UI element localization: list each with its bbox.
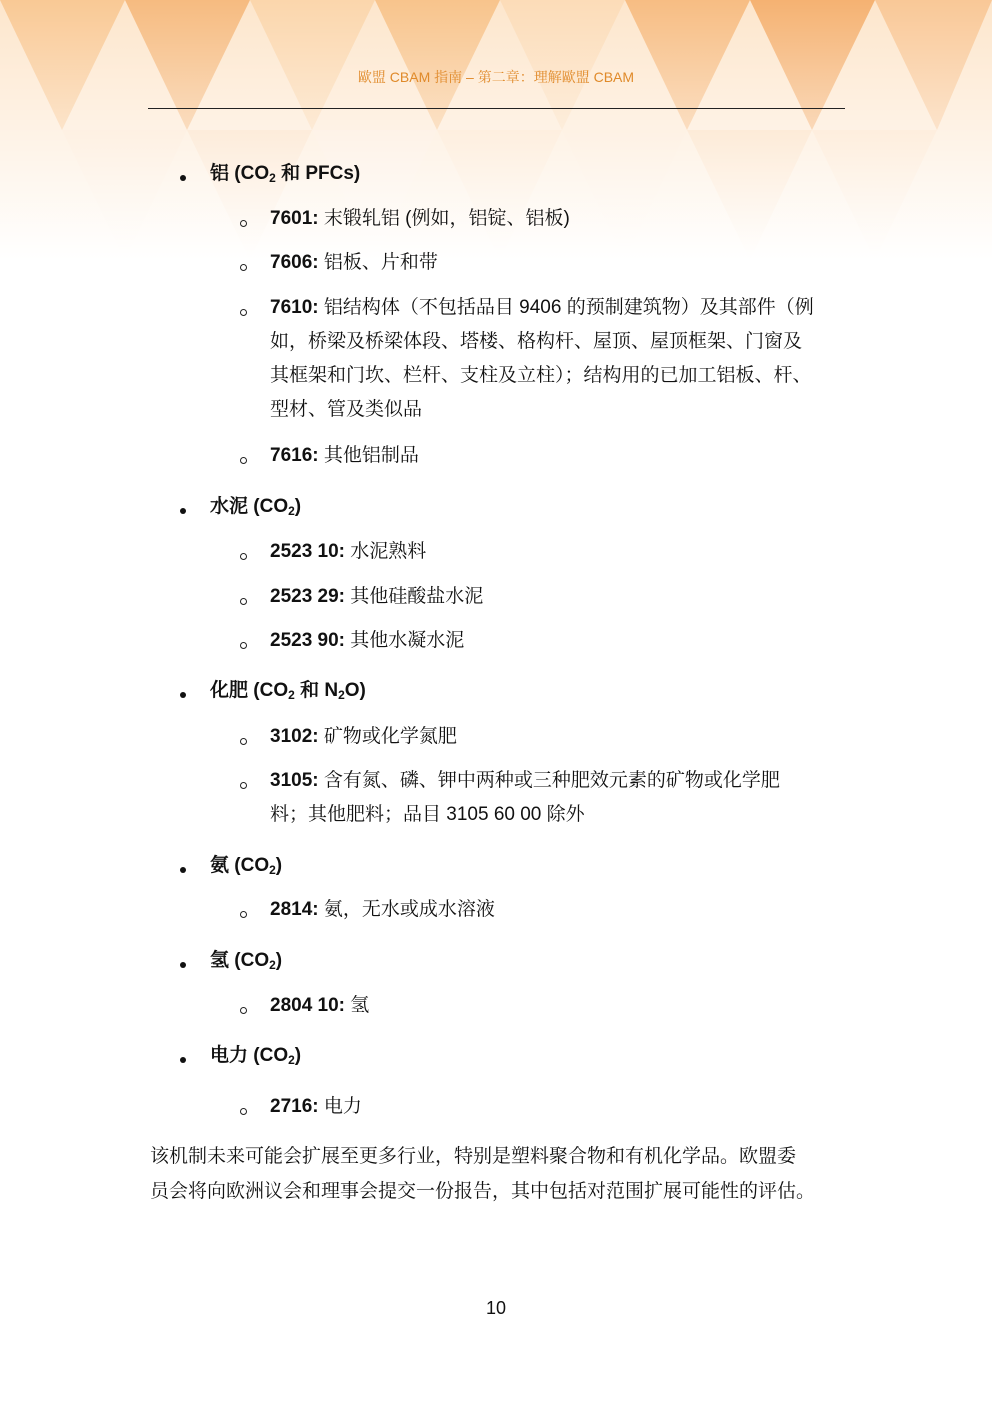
- bullet-icon: [180, 1057, 186, 1063]
- sector-title: 化肥 ($CO_2$ 和 $N_2O$): [210, 680, 366, 702]
- body-paragraph-line: 员会将向欧洲议会和理事会提交一份报告，其中包括对范围扩展可能性的评估。: [150, 1181, 816, 1202]
- running-header: 歐盟 CBAM 指南 – 第二章：理解歐盟 CBAM: [357, 69, 635, 85]
- hs-code-item: 2523 90: 其他水凝水泥: [270, 630, 465, 651]
- bullet-icon: [180, 508, 186, 514]
- hs-code-item: 2716: 电力: [270, 1096, 362, 1117]
- hs-code-item: 2804 10: 氢: [270, 995, 370, 1016]
- hs-code-item: 2814: 氨，无水或成水溶液: [270, 899, 495, 920]
- sector-title: 铝 ($CO_2$ 和 PFCs): [210, 163, 361, 185]
- sub-bullet-icon: [240, 457, 247, 464]
- sector-title: 氢 $(CO_2)$: [210, 950, 283, 972]
- sub-bullet-icon: [240, 309, 247, 316]
- sector-title: 电力 $(CO_2)$: [210, 1045, 302, 1067]
- bullet-icon: [180, 867, 186, 873]
- sector-title: 氨 $(CO_2)$: [210, 855, 283, 877]
- bullet-icon: [180, 962, 186, 968]
- sub-bullet-icon: [240, 1007, 247, 1014]
- sub-bullet-icon: [240, 220, 247, 227]
- sub-bullet-icon: [240, 911, 247, 918]
- sub-bullet-icon: [240, 553, 247, 560]
- hs-code-item: 3102: 矿物或化学氮肥: [270, 726, 457, 747]
- hs-code-item: 2523 10: 水泥熟料: [270, 541, 427, 562]
- sub-bullet-icon: [240, 1108, 247, 1115]
- page-number: 10: [485, 1298, 507, 1318]
- sub-bullet-icon: [240, 598, 247, 605]
- sub-bullet-icon: [240, 264, 247, 271]
- bullet-icon: [180, 175, 186, 181]
- hs-code-item-continuation: 料；其他肥料；品目 3105 60 00 除外: [270, 804, 585, 825]
- hs-code-item: 7610: 铝结构体（不包括品目 9406 的预制建筑物）及其部件（例: [270, 297, 814, 318]
- hs-code-item-continuation: 如，桥梁及桥梁体段、塔楼、格构杆、屋顶、屋顶框架、门窗及: [270, 331, 803, 352]
- sub-bullet-icon: [240, 782, 247, 789]
- hs-code-item: 2523 29: 其他硅酸盐水泥: [270, 586, 484, 607]
- sector-title: 水泥 $(CO_2)$: [210, 496, 302, 518]
- hs-code-item: 7606: 铝板、片和带: [270, 252, 438, 273]
- bullet-icon: [180, 692, 186, 698]
- hs-code-item: 7601: 末锻轧铝 (例如，铝锭、铝板): [270, 208, 570, 229]
- body-paragraph-line: 该机制未来可能会扩展至更多行业，特别是塑料聚合物和有机化学品。欧盟委: [150, 1146, 797, 1167]
- hs-code-item-continuation: 型材、管及类似品: [270, 399, 423, 420]
- sub-bullet-icon: [240, 738, 247, 745]
- hs-code-item: 7616: 其他铝制品: [270, 445, 419, 466]
- hs-code-item: 3105: 含有氮、磷、钾中两种或三种肥效元素的矿物或化学肥: [270, 770, 780, 791]
- hs-code-item-continuation: 其框架和门坎、栏杆、支柱及立柱）；结构用的已加工铝板、杆、: [270, 365, 812, 386]
- sub-bullet-icon: [240, 642, 247, 649]
